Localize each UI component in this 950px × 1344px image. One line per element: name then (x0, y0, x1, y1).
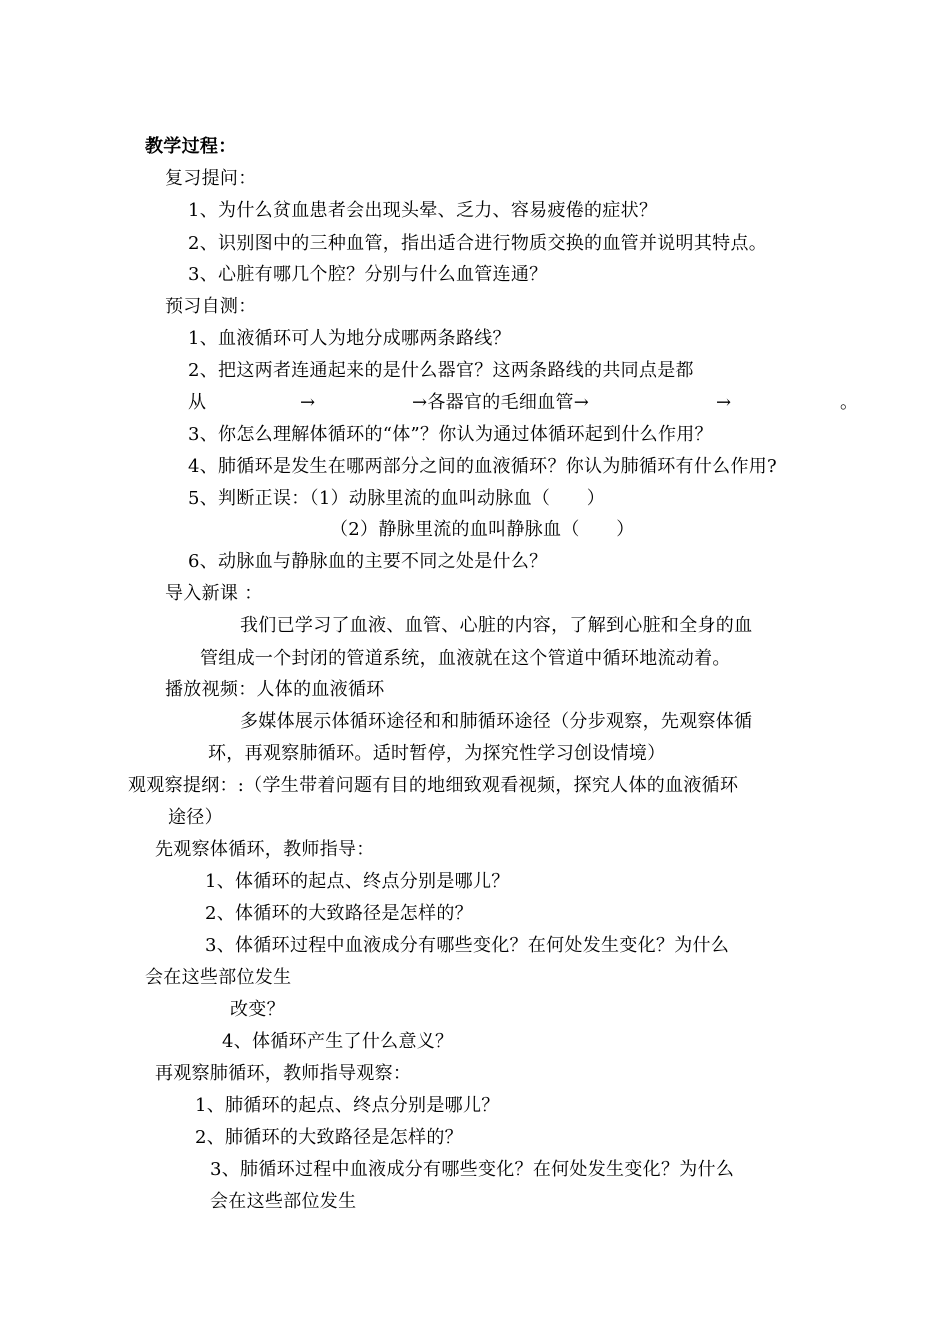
preview-question-2-end: 。 (840, 392, 859, 413)
review-question-1: 1、为什么贫血患者会出现头晕、乏力、容易疲倦的症状？ (188, 200, 658, 221)
pulmonary-question-1: 1、肺循环的起点、终点分别是哪儿？ (195, 1095, 500, 1116)
systemic-question-3-end: 改变？ (230, 999, 285, 1020)
preview-title: 预习自测： (165, 296, 257, 317)
pulmonary-question-3-cont: 会在这些部位发生 (210, 1191, 357, 1212)
systemic-question-3: 3、体循环过程中血液成分有哪些变化？在何处发生变化？为什么 (205, 935, 730, 956)
intro-paragraph-line-1: 我们已学习了血液、血管、心脏的内容，了解到心脏和全身的血 (240, 615, 753, 636)
outline-line-1: 观观察提纲：:（学生带着问题有目的地细致观看视频，探究人体的血液循环 (128, 775, 739, 796)
pulmonary-question-2: 2、肺循环的大致路径是怎样的？ (195, 1127, 463, 1148)
preview-question-5a: 5、判断正误：（1）动脉里流的血叫动脉血（ ） (188, 488, 606, 509)
preview-question-5b: （2）静脉里流的血叫静脉血（ ） (330, 519, 635, 540)
video-paragraph-line-1: 多媒体展示体循环途径和和肺循环途径（分步观察，先观察体循 (240, 711, 753, 732)
systemic-question-1: 1、体循环的起点、终点分别是哪儿？ (205, 871, 510, 892)
preview-question-4: 4、肺循环是发生在哪两部分之间的血液循环？你认为肺循环有什么作用? (188, 456, 777, 477)
pulmonary-question-3: 3、肺循环过程中血液成分有哪些变化？在何处发生变化？为什么 (210, 1159, 735, 1180)
preview-question-1: 1、血液循环可人为地分成哪两条路线？ (188, 328, 511, 349)
review-title: 复习提问： (165, 168, 257, 189)
review-question-2: 2、识别图中的三种血管，指出适合进行物质交换的血管并说明其特点。 (188, 233, 768, 254)
section-heading: 教学过程： (145, 136, 237, 157)
preview-question-2-arrow-2: → (716, 392, 732, 413)
preview-question-2: 2、把这两者连通起来的是什么器官？这两条路线的共同点是都 (188, 360, 694, 381)
systemic-question-2: 2、体循环的大致路径是怎样的？ (205, 903, 473, 924)
intro-paragraph-line-2: 管组成一个封闭的管道系统，血液就在这个管道中循环地流动着。 (200, 648, 731, 669)
pulmonary-title: 再观察肺循环，教师指导观察： (155, 1063, 412, 1084)
preview-question-3: 3、你怎么理解体循环的“体”？你认为通过体循环起到什么作用？ (188, 424, 713, 445)
systemic-question-3-cont: 会在这些部位发生 (145, 967, 292, 988)
preview-question-2-from: 从 (188, 392, 207, 413)
intro-title: 导入新课 ： (165, 583, 263, 604)
video-title: 播放视频：人体的血液循环 (165, 679, 385, 700)
preview-question-6: 6、动脉血与静脉血的主要不同之处是什么？ (188, 551, 548, 572)
systemic-title: 先观察体循环，教师指导： (155, 839, 375, 860)
outline-line-2: 途径） (168, 807, 223, 828)
review-question-3: 3、心脏有哪几个腔？分别与什么血管连通？ (188, 264, 548, 285)
video-paragraph-line-2: 环，再观察肺循环。适时暂停，为探究性学习创设情境） (208, 743, 666, 764)
preview-question-2-middle: →各器官的毛细血管→ (412, 392, 590, 413)
preview-question-2-arrow-1: → (300, 392, 316, 413)
systemic-question-4: 4、体循环产生了什么意义？ (222, 1031, 454, 1052)
